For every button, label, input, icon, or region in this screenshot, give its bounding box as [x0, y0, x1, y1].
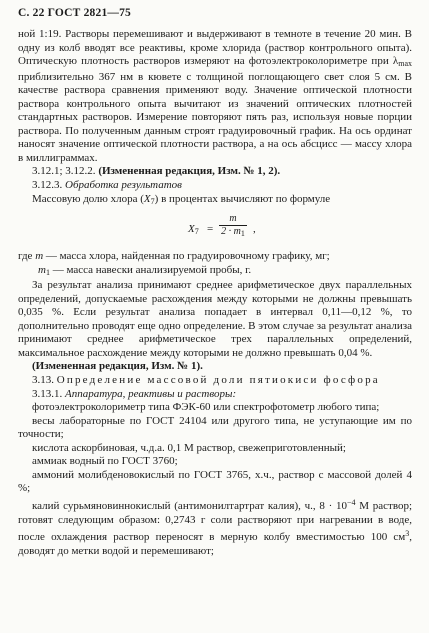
paragraph-section-3131 [18, 388, 412, 402]
paragraph-where-m1 [18, 264, 412, 280]
text: 2 · m [221, 226, 241, 238]
paragraph-section-heading [18, 179, 412, 193]
page-header: С. 22 ГОСТ 2821—75 [18, 7, 131, 19]
text: приблизительно 367 нм в кювете с толщиной поглощающего свет слоя 5 см. В качестве раствора сравнения применяют воду. Значение оптической плотности раствора контрольного опыта вычитают из значений оптических плотностей стандартных растворов. Измерение повторяют пять раз, используя новые порции раствора. По полученным данным строят градуировочный график. На ось ординат наносят значение оптической плотности раствора, а на ось абсцисс — массу хлора в миллиграммах. [18, 70, 412, 164]
text: калий сурьмяновиннокислый (антимонилтартрат калия), ч., 8 · 10 [32, 499, 347, 512]
list-item: аммиак водный по ГОСТ 3760; [32, 455, 178, 468]
paragraph-amendment [18, 165, 412, 179]
section-title: Аппаратура, реактивы и растворы: [65, 387, 237, 400]
section-title: Определение массовой доли пятиокиси фосфора [56, 374, 380, 387]
section-title: Обработка результатов [65, 179, 182, 192]
variable: X [188, 223, 195, 236]
paragraph-calibration [18, 28, 412, 165]
paragraph-section-313 [18, 374, 412, 388]
clause-number: 3.12.3. [32, 179, 65, 192]
variable: m [35, 250, 44, 263]
clause-number: 3.13.1. [32, 387, 65, 400]
superscript: −4 [347, 497, 356, 507]
subscript: 1 [240, 229, 245, 239]
text: , доводят до метки водой и перемешивают; [18, 531, 412, 557]
clause-number: 3.13. [32, 374, 57, 387]
text: М раствор; готовят следующим образом: 0,2743 г соли растворяют при нагревании в воде, после охлаждения раствор переносят в мерную колбу вместимостью 100 см [18, 499, 413, 544]
text: ) в процентах вычисляют по формуле [154, 192, 331, 205]
variable: X [143, 192, 151, 205]
clause-number: 3.12.1; 3.12.2. [32, 165, 99, 178]
denominator [218, 226, 248, 240]
subscript: 1 [45, 267, 50, 277]
subscript: 7 [150, 196, 155, 206]
paragraph-where-m [18, 250, 412, 264]
subscript: 7 [194, 227, 199, 237]
list-item: весы лабораторные по ГОСТ 24104 или другого типа, не уступающие им по точности; [18, 414, 412, 441]
formula-comma: , [253, 223, 256, 236]
list-item: аммоний молибденовокислый по ГОСТ 3765, х.ч., раствор с массовой долей 4 %; [18, 468, 412, 495]
text: ной 1:19. Растворы перемешивают и выдерживают в темноте в течение 20 мин. В одну из колб вводят все реактивы, кроме хлорида (раствор контрольного опыта). Оптическую плотность растворов измеряют на фотоэлектроколориметре при λ [18, 28, 412, 68]
superscript: 3 [405, 529, 410, 539]
amendment-note: (Измененная редакция, Изм. № 1). [32, 360, 203, 373]
formula [18, 211, 412, 249]
formula-equals: = [207, 223, 214, 236]
variable: m [38, 263, 46, 276]
list-item: кислота аскорбиновая, ч.д.а. 0,1 М раствор, свежеприготовленный; [32, 441, 346, 454]
text: — масса навески анализируемой пробы, г. [49, 263, 252, 276]
paragraph-formula-intro [18, 193, 412, 209]
list-item: фотоэлектроколориметр типа ФЭК-60 или спектрофотометр любого типа; [32, 401, 380, 414]
document-body [18, 28, 412, 558]
formula-fraction [218, 213, 248, 240]
list-item [18, 496, 412, 558]
paragraph-result: За результат анализа принимают среднее арифметическое двух параллельных определений, допускаемые расхождения между которыми не должны превышать 0,035 %. Если результат анализа попадает в интервал 0,11—0,12 %, то дополнительно проводят еще одно определение. В этом случае за результат анализа принимают среднее арифметическое трех параллельных определений, максимальное расхождение между которыми не должно превышать 0,04 %. [18, 279, 412, 359]
numerator: m [229, 213, 237, 225]
formula-lhs [188, 223, 199, 239]
text: — масса хлора, найденная по градуировочному графику, мг; [43, 250, 330, 263]
amendment-note: (Измененная редакция, Изм. № 1, 2). [98, 165, 281, 178]
subscript: max [398, 59, 412, 69]
text: где [18, 250, 36, 263]
text: Массовую долю хлора ( [32, 192, 144, 205]
